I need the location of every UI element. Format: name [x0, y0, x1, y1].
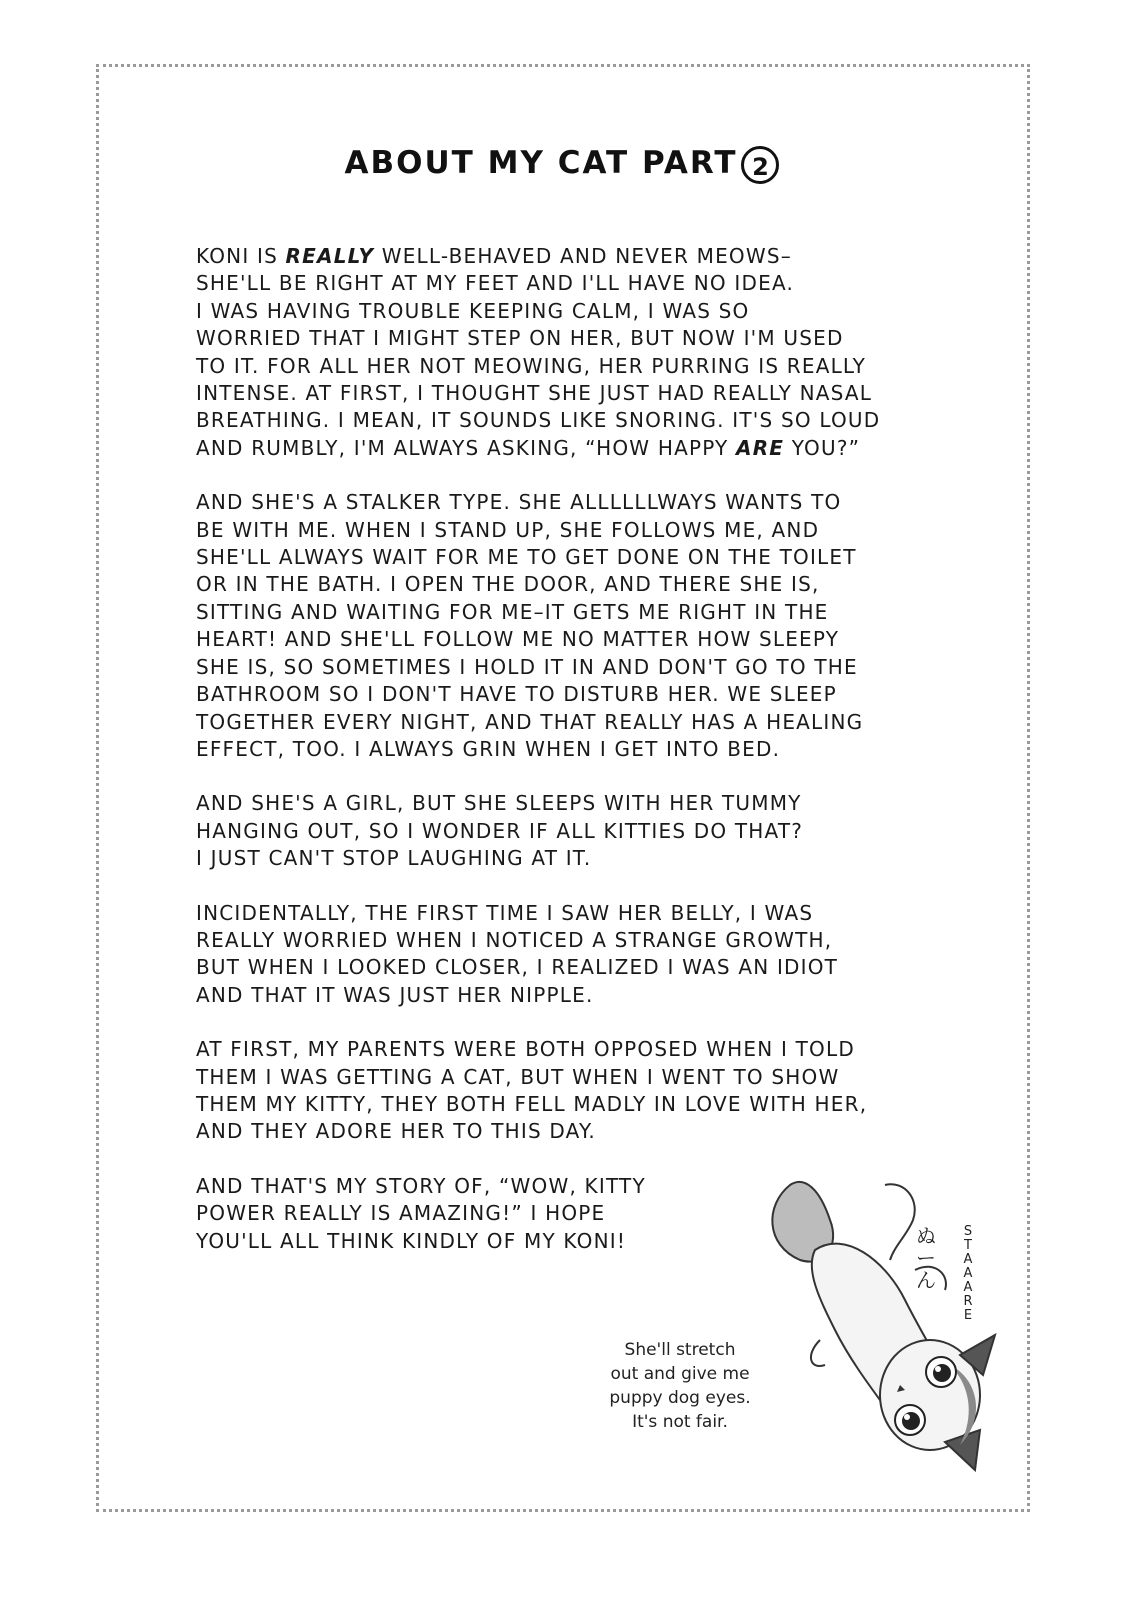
text-line: AND SHE'S A GIRL, BUT SHE SLEEPS WITH HER TUMMY: [196, 791, 802, 816]
text-line: TOGETHER EVERY NIGHT, AND THAT REALLY HAS A HEALING: [196, 709, 864, 734]
text-line: THEM I WAS GETTING A CAT, BUT WHEN I WENT TO SHOW: [196, 1064, 840, 1089]
text-line: KONI IS REALLY WELL-BEHAVED AND NEVER MEOWS–: [196, 244, 792, 268]
text-line: AND RUMBLY, I'M ALWAYS ASKING, “HOW HAPPY ARE YOU?”: [196, 435, 861, 460]
text-line: AND THAT'S MY STORY OF, “WOW, KITTY: [196, 1173, 646, 1198]
text-line: AND SHE'S A STALKER TYPE. SHE ALLLLLLWAYS WANTS TO: [196, 490, 842, 515]
sfx-japanese-char: ん: [916, 1268, 936, 1292]
text-line: BUT WHEN I LOOKED CLOSER, I REALIZED I WAS AN IDIOT: [196, 955, 839, 980]
sfx-letter: A: [963, 1252, 973, 1267]
text-line: SHE IS, SO SOMETIMES I HOLD IT IN AND DON'T GO TO THE: [196, 654, 858, 679]
text-line: I WAS HAVING TROUBLE KEEPING CALM, I WAS SO: [196, 298, 750, 323]
sfx-english: [956, 1225, 980, 1323]
text-line: EFFECT, TOO. I ALWAYS GRIN WHEN I GET INTO BED.: [196, 736, 781, 761]
text-line: TO IT. FOR ALL HER NOT MEOWING, HER PURRING IS REALLY: [196, 353, 867, 378]
text-line: BREATHING. I MEAN, IT SOUNDS LIKE SNORING. IT'S SO LOUD: [196, 408, 881, 433]
text-line: HANGING OUT, SO I WONDER IF ALL KITTIES DO THAT?: [196, 818, 804, 843]
sfx-japanese: [916, 1225, 936, 1291]
text-line: SHE'LL BE RIGHT AT MY FEET AND I'LL HAVE NO IDEA.: [196, 271, 795, 296]
paragraph: [196, 1036, 996, 1146]
sfx-letter: E: [963, 1308, 973, 1323]
text-line: INCIDENTALLY, THE FIRST TIME I SAW HER BELLY, I WAS: [196, 900, 814, 925]
caption-line: It's not fair.: [632, 1412, 728, 1432]
sfx-letter: S: [963, 1224, 973, 1239]
text-line: BE WITH ME. WHEN I STAND UP, SHE FOLLOWS ME, AND: [196, 517, 820, 542]
text-line: WORRIED THAT I MIGHT STEP ON HER, BUT NOW I'M USED: [196, 326, 844, 351]
title-text: ABOUT MY CAT PART: [344, 145, 738, 181]
title-circled-number: 2: [741, 146, 779, 184]
paragraph: [196, 243, 996, 462]
text-line: THEM MY KITTY, THEY BOTH FELL MADLY IN LOVE WITH HER,: [196, 1091, 868, 1116]
emphasized-word: ARE: [736, 435, 785, 460]
text-line: SHE'LL ALWAYS WAIT FOR ME TO GET DONE ON THE TOILET: [196, 545, 857, 570]
sound-effect-text: [916, 1224, 980, 1323]
sfx-letter: A: [963, 1266, 973, 1281]
text-line: POWER REALLY IS AMAZING!” I HOPE: [196, 1201, 606, 1226]
sfx-letter: R: [963, 1294, 973, 1309]
caption-line: out and give me: [610, 1364, 750, 1384]
text-line: AND THEY ADORE HER TO THIS DAY.: [196, 1119, 596, 1144]
emphasized-word: REALLY: [285, 244, 375, 268]
text-line: YOU'LL ALL THINK KINDLY OF MY KONI!: [196, 1228, 627, 1253]
text-line: I JUST CAN'T STOP LAUGHING AT IT.: [196, 846, 592, 871]
essay-body: [196, 243, 996, 1282]
text-line: INTENSE. AT FIRST, I THOUGHT SHE JUST HAD REALLY NASAL: [196, 381, 873, 406]
page-title: [0, 143, 1124, 184]
text-line: OR IN THE BATH. I OPEN THE DOOR, AND THERE SHE IS,: [196, 572, 820, 597]
caption-line: She'll stretch: [624, 1340, 736, 1360]
text-line: AT FIRST, MY PARENTS WERE BOTH OPPOSED WHEN I TOLD: [196, 1037, 855, 1062]
sfx-japanese-char: ぬ: [916, 1224, 936, 1248]
sfx-letter: A: [963, 1280, 973, 1295]
text-line: HEART! AND SHE'LL FOLLOW ME NO MATTER HOW SLEEPY: [196, 627, 840, 652]
text-line: SITTING AND WAITING FOR ME–IT GETS ME RIGHT IN THE: [196, 599, 829, 624]
text-line: BATHROOM SO I DON'T HAVE TO DISTURB HER. WE SLEEP: [196, 682, 837, 707]
paragraph: [196, 489, 996, 763]
text-line: AND THAT IT WAS JUST HER NIPPLE.: [196, 982, 594, 1007]
illustration-caption: [590, 1338, 770, 1434]
sfx-japanese-char: ー: [916, 1246, 936, 1270]
text-line: REALLY WORRIED WHEN I NOTICED A STRANGE GROWTH,: [196, 927, 833, 952]
sfx-letter: T: [964, 1238, 972, 1253]
paragraph: [196, 790, 996, 872]
caption-line: puppy dog eyes.: [609, 1388, 751, 1408]
paragraph: [196, 900, 996, 1010]
